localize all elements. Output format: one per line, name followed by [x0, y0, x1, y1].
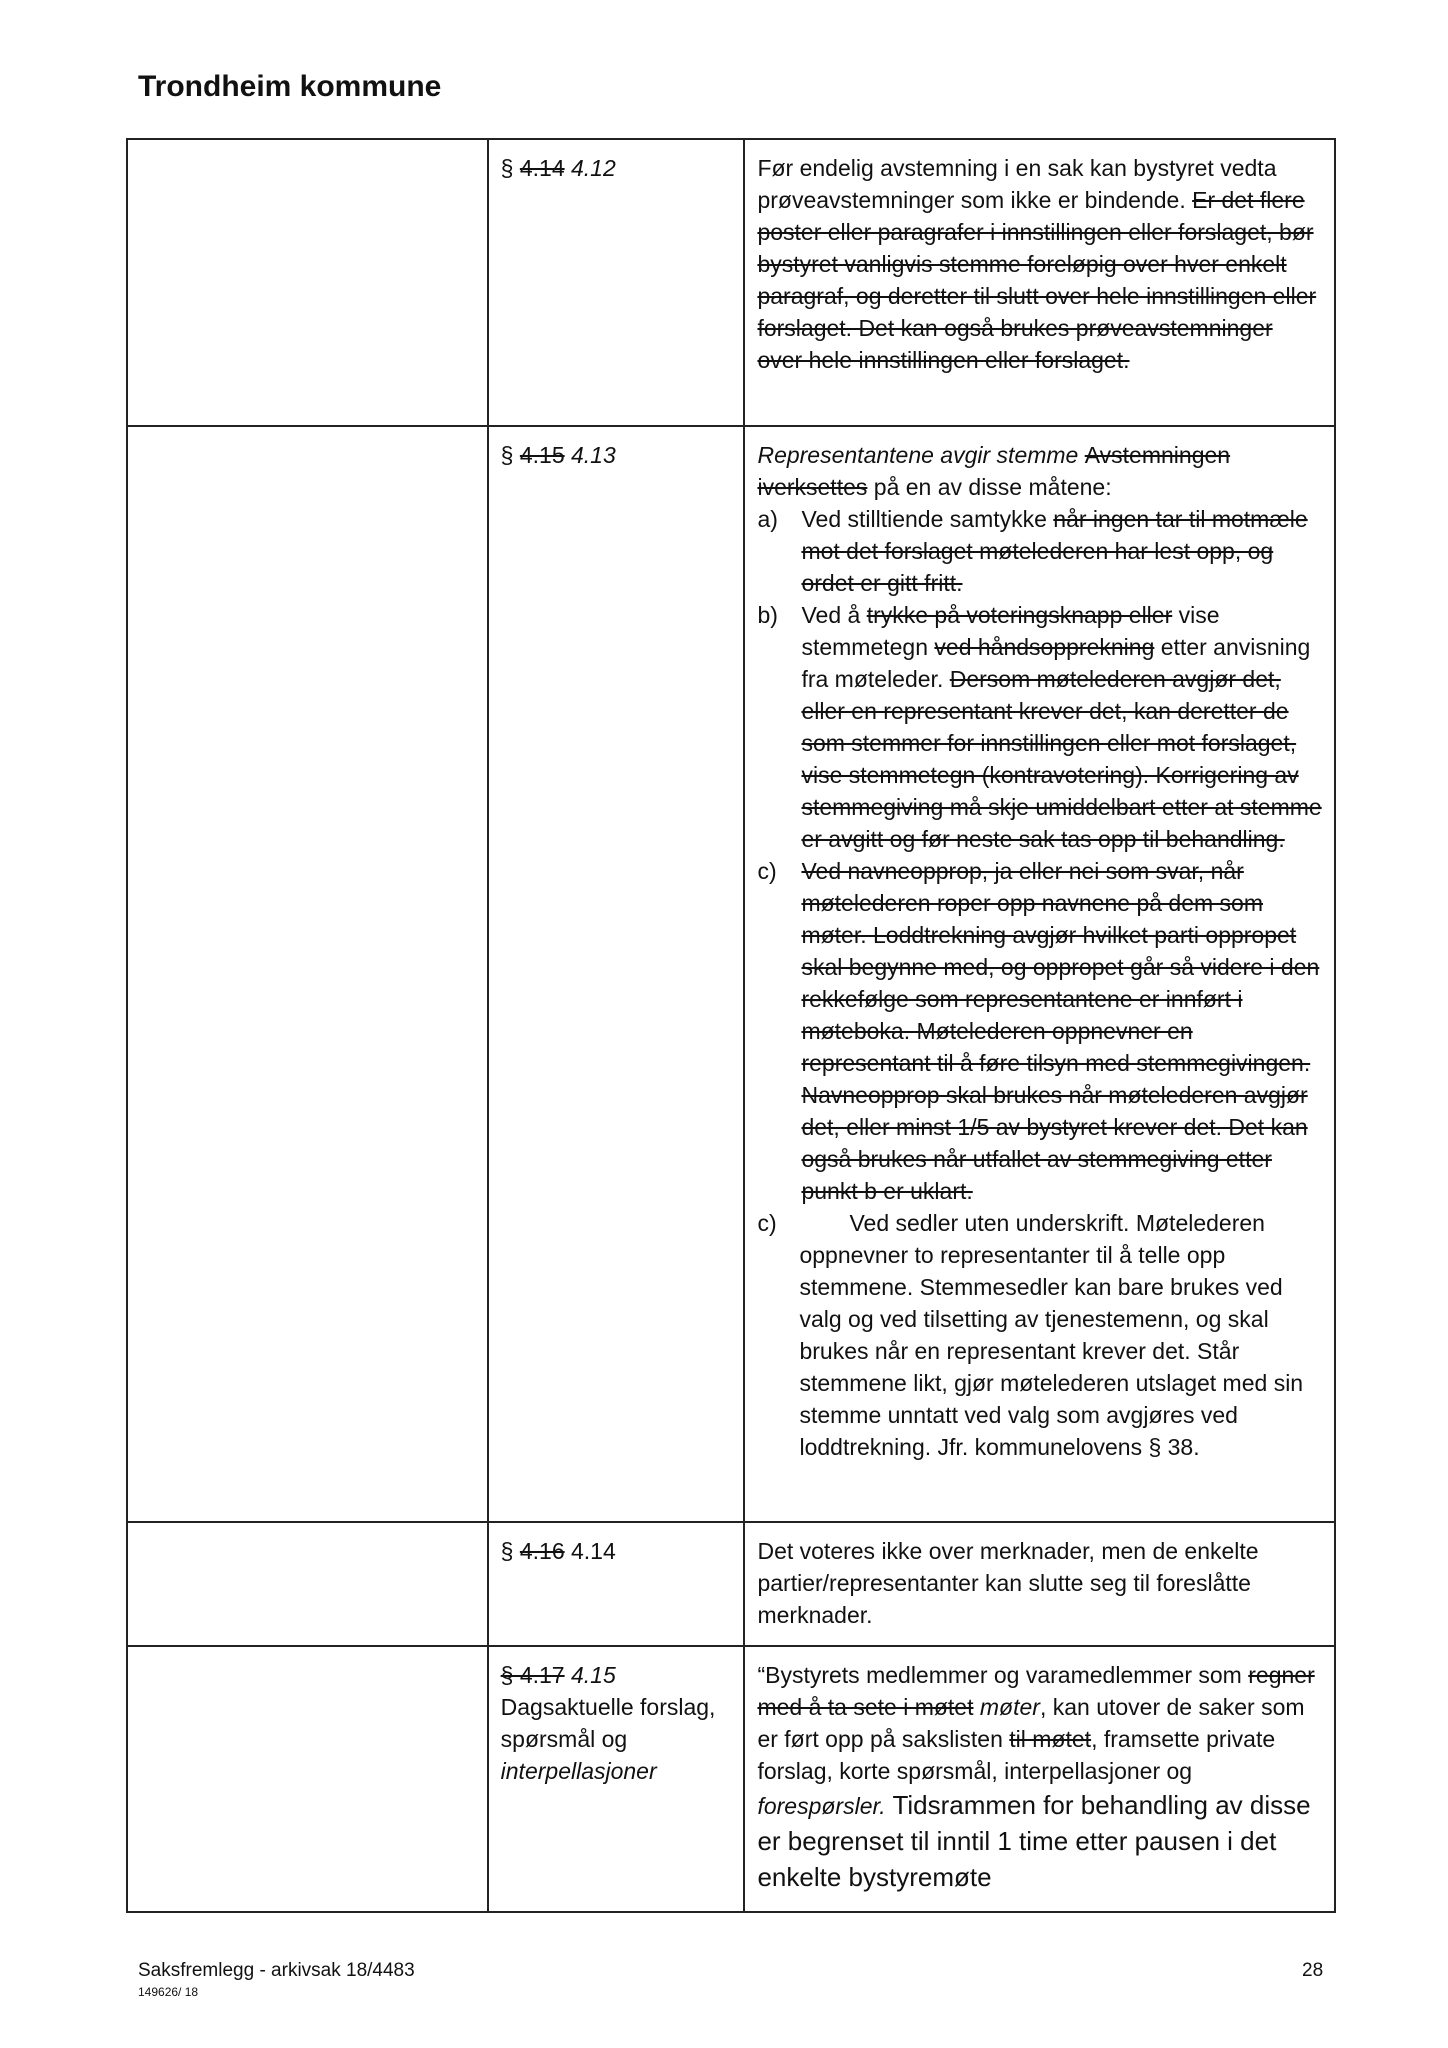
section-text-cell [744, 139, 1335, 426]
table-row [127, 426, 1335, 1522]
old-section-number: 4.14 [519, 155, 565, 181]
new-section-number: 4.13 [564, 442, 616, 468]
old-section-number: § 4.17 [500, 1662, 565, 1688]
list-text [799, 1207, 1322, 1463]
deleted-text: når ingen tar til motmæle mot det forslaget møtelederen har lest opp, og ordet er gitt fritt. [801, 506, 1308, 596]
deleted-text: Dersom møtelederen avgjør det, eller en representant krever det, kan deretter de som stemmer for innstillingen eller mot forslaget, vise stemmetegn (kontravotering). Korrigering av stemmegiving må skje umiddelbart etter at stemme er avgitt og før neste sak tas opp til behandling. [801, 666, 1322, 852]
list-text [801, 855, 1322, 1207]
deleted-text: regner med å ta sete i møtet [757, 1662, 1315, 1720]
section-text-cell [744, 1646, 1335, 1912]
list-label: c) [757, 1210, 777, 1236]
list-label: a) [757, 506, 778, 532]
empty-cell [127, 426, 488, 1522]
new-section-number: 4.14 [564, 1538, 616, 1564]
new-text-large: Tidsrammen for behandling av disse er begrenset til inntil 1 time etter pausen i det enkelte bystyremøte [757, 1790, 1311, 1892]
section-sign: § [500, 1538, 520, 1564]
list-item [757, 855, 1322, 1207]
list-text [801, 599, 1322, 855]
new-text: møter [973, 1694, 1040, 1720]
deleted-text: Ved navneopprop, ja eller nei som svar, når møtelederen roper opp navnene på dem som møter. Loddtrekning avgjør hvilket parti oppropet skal begynne med, og oppropet går så videre i den rekkefølge som representantene er innført i møteboka. Møtelederen oppnevner en representant til å føre tilsyn med stemmegivingen. Navneopprop skal brukes når møtelederen avgjør det, eller minst 1/5 av bystyret krever det. Det kan også brukes når utfallet av stemmegiving etter punkt b er uklart. [801, 858, 1320, 1204]
section-sign: § [500, 442, 520, 468]
deleted-text: til møtet [1009, 1726, 1092, 1752]
list-item [757, 503, 1322, 599]
section-text: , framsette private forslag, korte spørsmål, interpellasjoner og [757, 1726, 1276, 1784]
footer-document-id: 149626/ 18 [138, 1985, 199, 1999]
section-text: Ved stilltiende samtykke [801, 506, 1054, 532]
section-text: Før endelig avstemning i en sak kan bystyret vedta prøveavstemninger som ikke er bindende. [757, 155, 1277, 213]
new-text: forespørsler. [757, 1793, 886, 1819]
table-row [127, 139, 1335, 426]
section-number-cell [488, 426, 745, 1522]
new-section-number: 4.15 [564, 1662, 616, 1688]
table-row [127, 1646, 1335, 1912]
deleted-text: Avstemningen iverksettes [757, 442, 1231, 500]
section-text: vise stemmetegn [801, 602, 1220, 660]
section-sign: § [500, 155, 520, 181]
section-number-cell [488, 1522, 745, 1646]
section-text: “Bystyrets medlemmer og varamedlemmer som [757, 1662, 1249, 1688]
section-text-cell [744, 426, 1335, 1522]
section-title-new: interpellasjoner [500, 1758, 657, 1784]
section-text: på en av disse måtene: [867, 474, 1112, 500]
empty-cell [127, 1522, 488, 1646]
page-title: Trondheim kommune [138, 70, 442, 103]
list-label: c) [757, 858, 777, 884]
section-text: , kan utover de saker som er ført opp på sakslisten [757, 1694, 1305, 1752]
list-label: b) [757, 602, 778, 628]
list-item [757, 599, 1322, 855]
section-text-cell [744, 1522, 1335, 1646]
new-text: Representantene avgir stemme [757, 442, 1085, 468]
regulation-table [126, 138, 1336, 1913]
section-text: Det voteres ikke over merknader, men de enkelte partier/representanter kan slutte seg til foreslåtte merknader. [757, 1538, 1259, 1628]
empty-cell [127, 139, 488, 426]
list-item [757, 1207, 1322, 1463]
section-number-cell [488, 1646, 745, 1912]
new-section-number: 4.12 [564, 155, 616, 181]
section-text: etter anvisning fra møteleder. [801, 634, 1311, 692]
old-section-number: 4.16 [519, 1538, 565, 1564]
voting-intro [757, 439, 1322, 503]
section-text: Ved sedler uten underskrift. Møtelederen oppnevner to representanter til å telle opp stemmene. Stemmesedler kan bare brukes ved valg og ved tilsetting av tjenestemenn, og skal brukes når en representant krever det. Står stemmene likt, gjør møtelederen utslaget med sin stemme unntatt ved valg som avgjøres ved loddtrekning. Jfr. kommunelovens § 38. [799, 1210, 1304, 1460]
page-number: 28 [1302, 1960, 1324, 1981]
old-section-number: 4.15 [519, 442, 565, 468]
deleted-text: trykke på voteringsknapp eller [866, 602, 1173, 628]
deleted-text: ved håndsopprekning [934, 634, 1155, 660]
section-text: Ved å [801, 602, 867, 628]
list-text [801, 503, 1322, 599]
section-title: Dagsaktuelle forslag, spørsmål og [500, 1694, 716, 1752]
deleted-text: Er det flere poster eller paragrafer i innstillingen eller forslaget, bør bystyret vanligvis stemme foreløpig over hver enkelt paragraf, og deretter til slutt over hele innstillingen eller forslaget. Det kan også brukes prøveavstemninger over hele innstillingen eller forslaget. [757, 187, 1317, 373]
table-row [127, 1522, 1335, 1646]
section-number-cell [488, 139, 745, 426]
empty-cell [127, 1646, 488, 1912]
footer-case-reference: Saksfremlegg - arkivsak 18/4483 [138, 1960, 415, 1981]
